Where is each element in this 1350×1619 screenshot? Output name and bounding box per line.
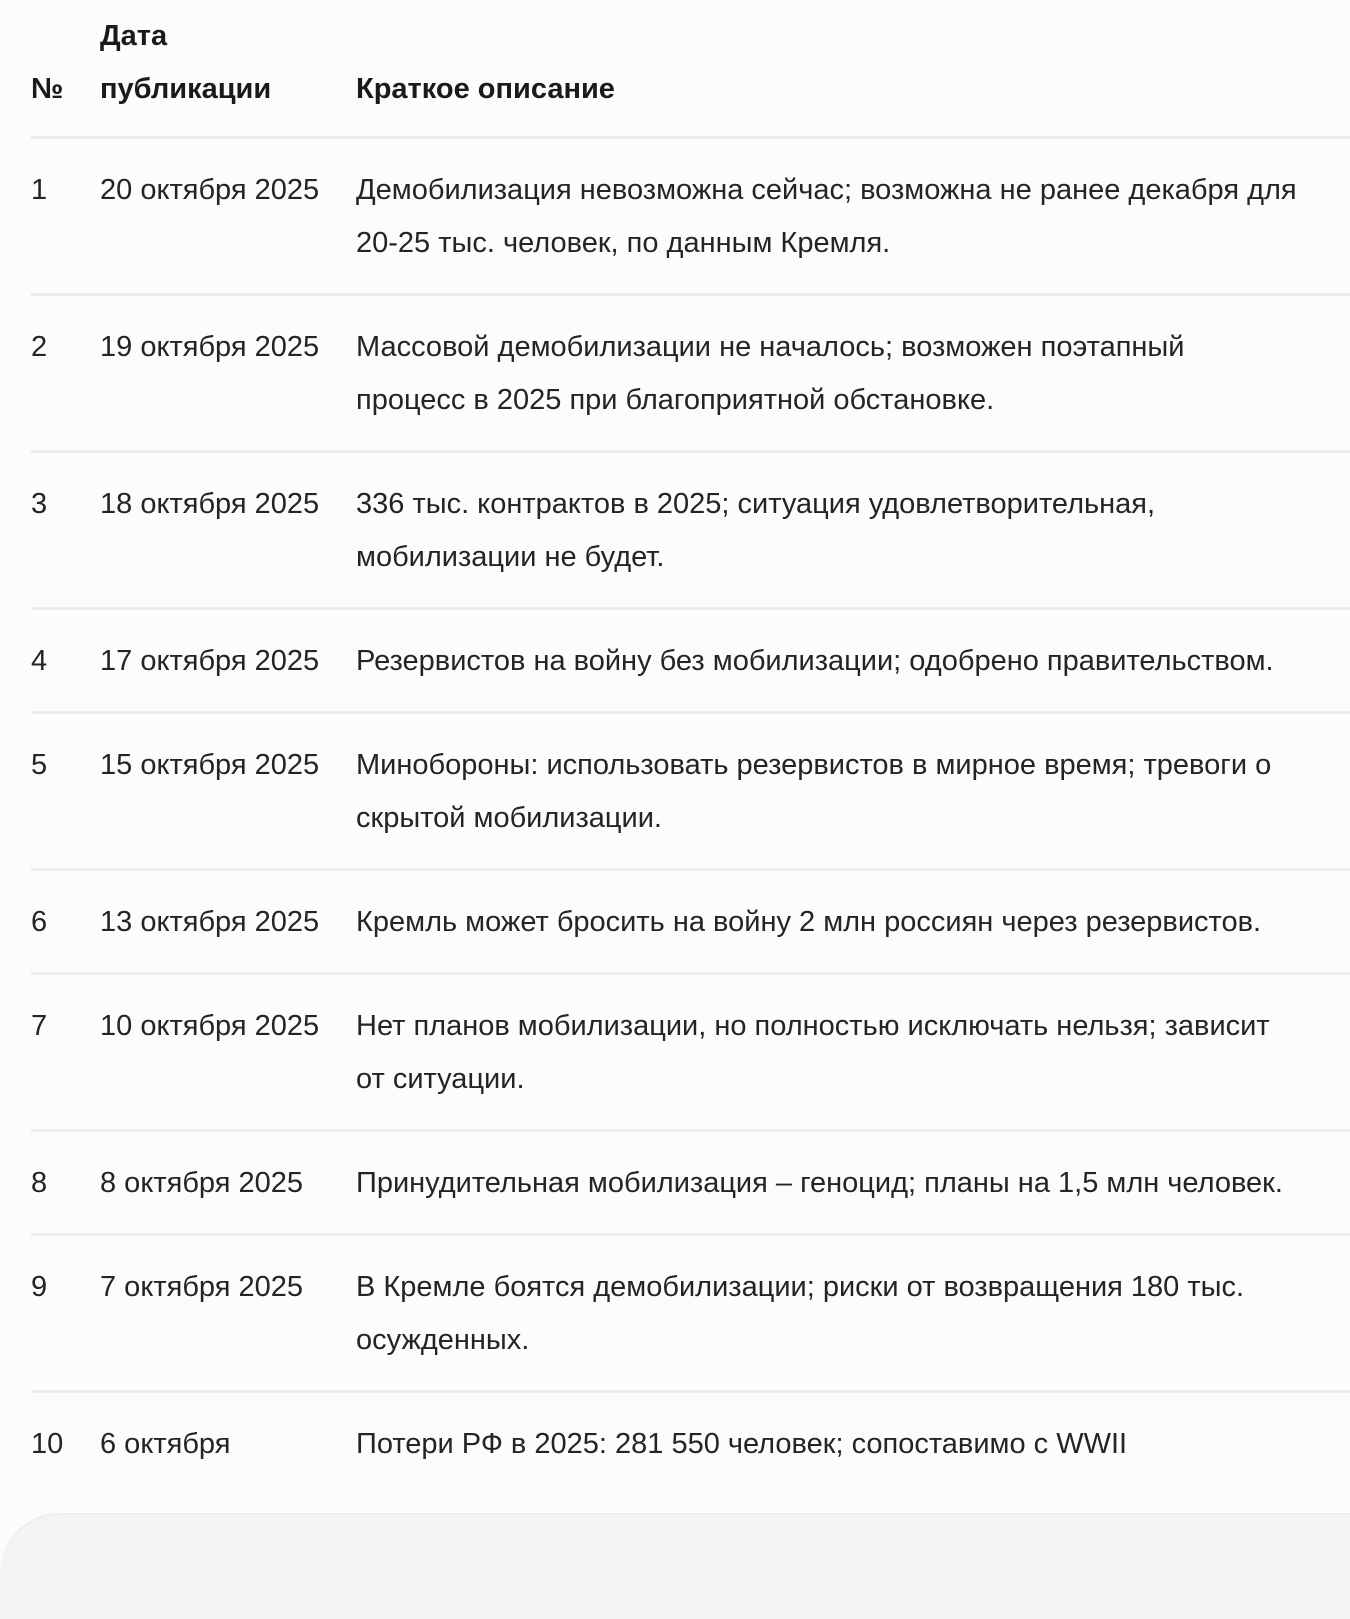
cell-date: 13 октября 2025 — [100, 870, 356, 974]
publications-table — [31, 0, 1350, 1471]
cell-description: Минобороны: использовать резервистов в мирное время; тревоги о скрытой мобилизации. — [356, 713, 1350, 870]
cell-number: 5 — [31, 713, 100, 870]
table-header-row — [31, 0, 1350, 138]
table-row — [31, 974, 1350, 1131]
table-row — [31, 138, 1350, 295]
table-row — [31, 1235, 1350, 1392]
header-date-line1: Дата — [100, 20, 168, 52]
cell-date: 15 октября 2025 — [100, 713, 356, 870]
cell-description: В Кремле боятся демобилизации; риски от возвращения 180 тыс. осужденных. — [356, 1235, 1350, 1392]
table-row — [31, 452, 1350, 609]
cell-number: 2 — [31, 295, 100, 452]
cell-number: 10 — [31, 1428, 64, 1460]
cell-date: 19 октября 2025 — [100, 295, 356, 452]
message-composer-panel[interactable] — [0, 1513, 1350, 1619]
cell-number: 1 — [31, 138, 100, 295]
cell-date: 20 октября 2025 — [100, 138, 356, 295]
cell-description: Нет планов мобилизации, но полностью исключать нельзя; зависит от ситуации. — [356, 974, 1350, 1131]
cell-date: 10 октября 2025 — [100, 974, 356, 1131]
cell-description: Массовой демобилизации не началось; возможен поэтапный процесс в 2025 при благоприятной обстановке. — [356, 295, 1350, 452]
table-row — [31, 713, 1350, 870]
cell-date: 17 октября 2025 — [100, 609, 356, 713]
cell-date: 18 октября 2025 — [100, 452, 356, 609]
table-row — [31, 1392, 1350, 1472]
header-number: № — [31, 0, 100, 138]
cell-description: Демобилизация невозможна сейчас; возможна не ранее декабря для 20-25 тыс. человек, по данным Кремля. — [356, 138, 1350, 295]
cell-number: 8 — [31, 1131, 100, 1235]
table-row — [31, 609, 1350, 713]
header-date-line2: публикации — [100, 73, 272, 105]
cell-description: Потери РФ в 2025: 281 550 человек; сопоставимо с WWII — [356, 1428, 1128, 1460]
cell-description: Кремль может бросить на войну 2 млн россиян через резервистов. — [356, 870, 1350, 974]
cell-number: 3 — [31, 452, 100, 609]
cell-description: Резервистов на войну без мобилизации; одобрено правительством. — [356, 609, 1350, 713]
cell-number: 6 — [31, 870, 100, 974]
cell-date: 7 октября 2025 — [100, 1235, 356, 1392]
cell-date: 6 октября — [100, 1428, 231, 1460]
cell-number: 7 — [31, 974, 100, 1131]
header-description: Краткое описание — [356, 0, 1350, 138]
table-row — [31, 870, 1350, 974]
table-row — [31, 1131, 1350, 1235]
cell-number: 4 — [31, 609, 100, 713]
cell-description: 336 тыс. контрактов в 2025; ситуация удовлетворительная, мобилизации не будет. — [356, 452, 1350, 609]
cell-number: 9 — [31, 1235, 100, 1392]
header-date — [100, 0, 356, 138]
cell-description: Принудительная мобилизация – геноцид; планы на 1,5 млн человек. — [356, 1131, 1350, 1235]
cell-date: 8 октября 2025 — [100, 1131, 356, 1235]
table-row — [31, 295, 1350, 452]
